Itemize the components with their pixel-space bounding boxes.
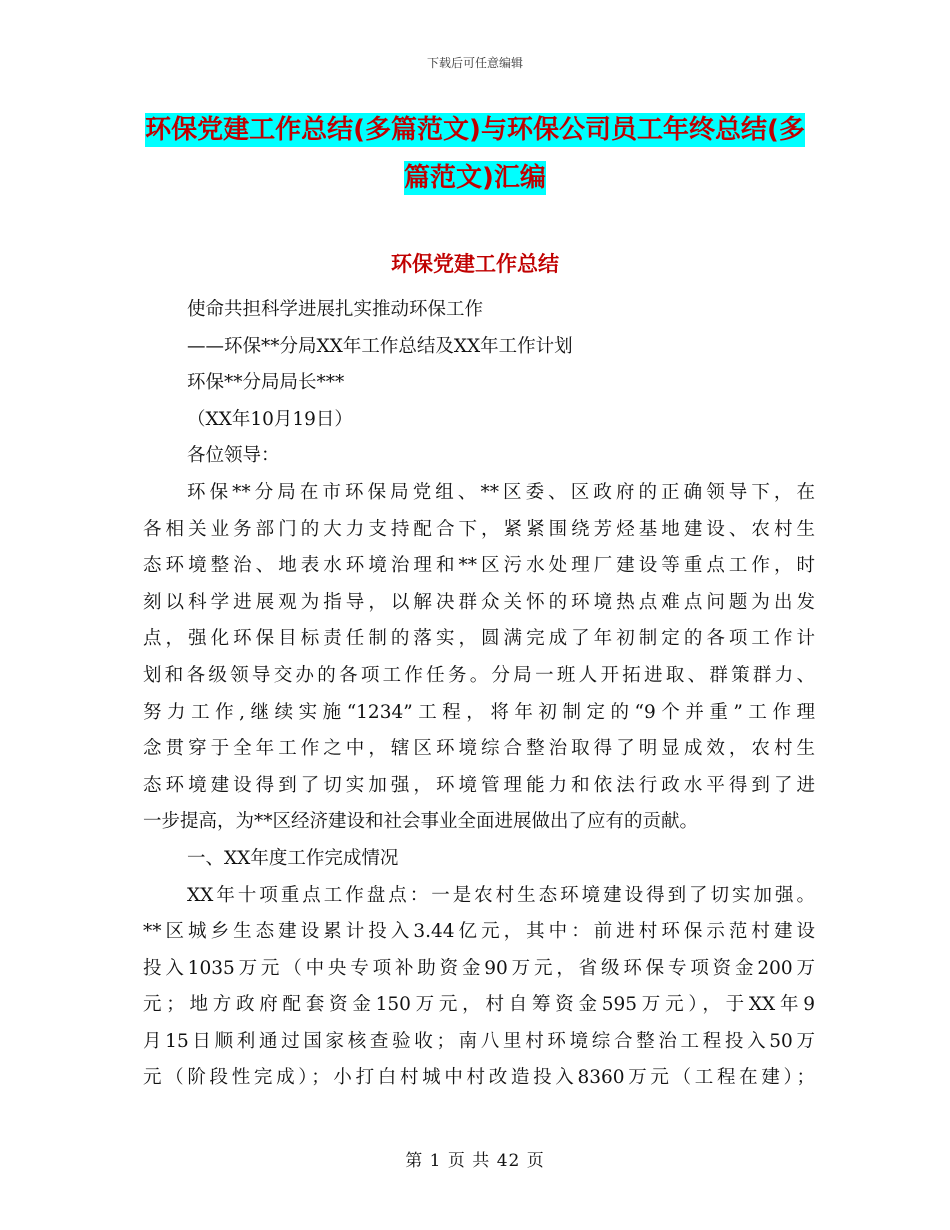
text-line: XX年十项重点工作盘点：一是农村生态环境建设得到了切实加强。: [187, 884, 815, 906]
text-line: 一步提高，为**区经济建设和社会事业全面进展做出了应有的贡献。: [143, 811, 699, 833]
text-line: 态环境建设得到了切实加强，环境管理能力和依法行政水平得到了进: [143, 774, 815, 796]
text-line: 元（阶段性完成）；小打白村城中村改造投入8360万元（工程在建）；: [143, 1067, 815, 1089]
text-line: 努力工作,继续实施“1234”工程，将年初制定的“9个并重”工作理: [143, 701, 815, 723]
text-line: 刻以科学进展观为指导，以解决群众关怀的环境热点难点问题为出发: [143, 591, 815, 613]
text-line: 态环境整治、地表水环境治理和**区污水处理厂建设等重点工作，时: [143, 555, 815, 577]
section-title: 环保党建工作总结: [391, 252, 559, 276]
text-line: 使命共担科学进展扎实推动环保工作: [187, 299, 484, 320]
text-line: （XX年10月19日）: [187, 408, 353, 430]
text-line: 各相关业务部门的大力支持配合下，紧紧围绕芳烃基地建设、农村生: [143, 518, 815, 540]
text-line: **区城乡生态建设累计投入3.44亿元，其中：前进村环保示范村建设: [143, 921, 815, 943]
document-title: [140, 106, 810, 202]
text-line: ——环保**分局XX年工作总结及XX年工作计划: [187, 335, 573, 357]
text-line: 投入1035万元（中央专项补助资金90万元，省级环保专项资金200万: [143, 957, 815, 979]
text-line: 月15日顺利通过国家核查验收；南八里村环境综合整治工程投入50万: [143, 1030, 815, 1052]
body-text: [143, 292, 815, 1097]
text-line: 环保**分局在市环保局党组、**区委、区政府的正确领导下，在: [187, 481, 815, 503]
text-line: 各位领导：: [187, 445, 280, 467]
page-footer: 第 1 页 共 42 页: [405, 1151, 545, 1171]
text-line: 念贯穿于全年工作之中，辖区环境综合整治取得了明显成效，农村生: [143, 738, 815, 760]
text-line: 元；地方政府配套资金150万元，村自筹资金595万元），于XX年9: [143, 994, 815, 1016]
header-note: 下载后可任意编辑: [426, 56, 523, 70]
text-line: 环保**分局局长***: [187, 372, 345, 394]
text-line: 点，强化环保目标责任制的落实，圆满完成了年初制定的各项工作计: [143, 628, 815, 650]
text-line: 划和各级领导交办的各项工作任务。分局一班人开拓进取、群策群力、: [143, 664, 815, 686]
document-title-text: 环保党建工作总结(多篇范文)与环保公司员工年终总结(多篇范文)汇编: [145, 115, 805, 193]
text-line: 一、XX年度工作完成情况: [187, 847, 399, 869]
